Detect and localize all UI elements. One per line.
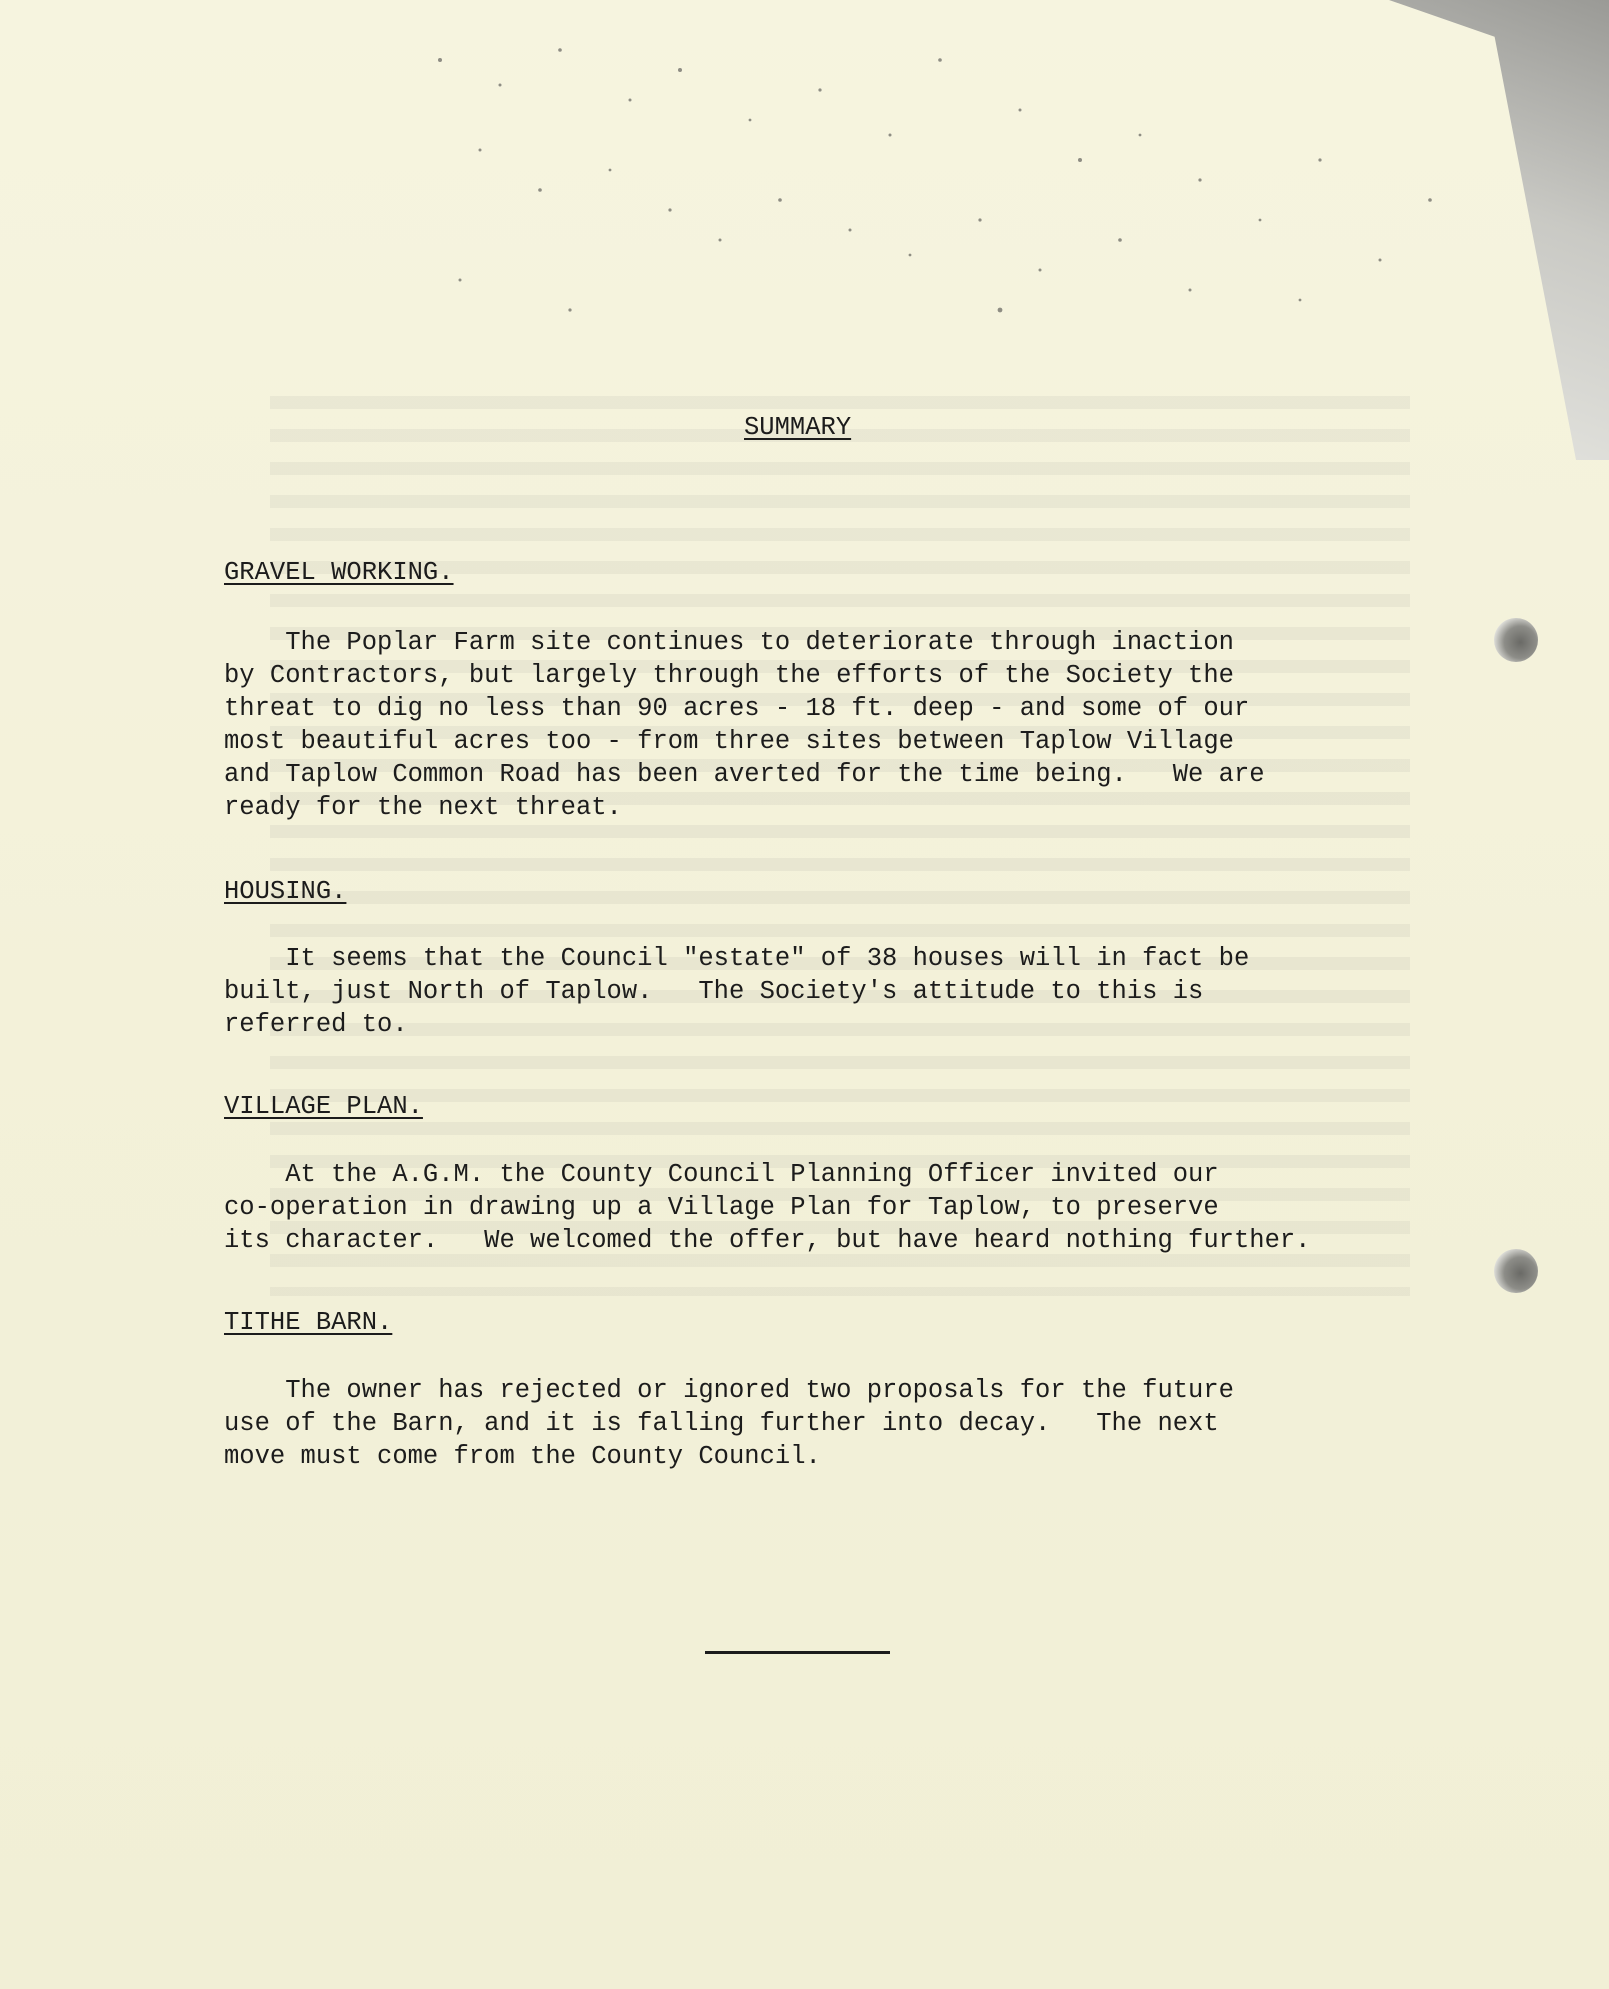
section-heading-tithe-barn: TITHE BARN.: [224, 1308, 393, 1337]
text-line: built, just North of Taplow. The Society's attitude to this is: [224, 977, 1204, 1006]
section-body-housing: [224, 942, 1414, 1041]
text-line: by Contractors, but largely through the efforts of the Society the: [224, 661, 1234, 690]
text-line: use of the Barn, and it is falling further into decay. The next: [224, 1409, 1219, 1438]
text-line: The owner has rejected or ignored two proposals for the future: [224, 1376, 1234, 1405]
text-line: most beautiful acres too - from three sites between Taplow Village: [224, 727, 1234, 756]
text-line: threat to dig no less than 90 acres - 18 ft. deep - and some of our: [224, 694, 1250, 723]
text-line: move must come from the County Council.: [224, 1442, 821, 1471]
closing-rule: [705, 1651, 890, 1654]
text-line: co-operation in drawing up a Village Plan for Taplow, to preserve: [224, 1193, 1219, 1222]
text-line: ready for the next threat.: [224, 793, 622, 822]
page-title: SUMMARY: [744, 413, 852, 442]
punch-hole-upper: [1494, 618, 1538, 662]
section-heading-housing: HOUSING.: [224, 877, 347, 906]
section-body-tithe-barn: [224, 1374, 1414, 1473]
section-heading-gravel-working: GRAVEL WORKING.: [224, 558, 454, 587]
section-body-village-plan: [224, 1158, 1414, 1257]
text-line: It seems that the Council "estate" of 38 houses will in fact be: [224, 944, 1250, 973]
text-line: The Poplar Farm site continues to deteriorate through inaction: [224, 628, 1234, 657]
text-line: its character. We welcomed the offer, but have heard nothing further.: [224, 1226, 1311, 1255]
section-heading-village-plan: VILLAGE PLAN.: [224, 1092, 423, 1121]
punch-hole-lower: [1494, 1249, 1538, 1293]
text-line: referred to.: [224, 1010, 408, 1039]
section-body-gravel-working: [224, 626, 1414, 824]
toner-specks: [420, 40, 1470, 330]
text-line: At the A.G.M. the County Council Planning Officer invited our: [224, 1160, 1219, 1189]
text-line: and Taplow Common Road has been averted for the time being. We are: [224, 760, 1265, 789]
